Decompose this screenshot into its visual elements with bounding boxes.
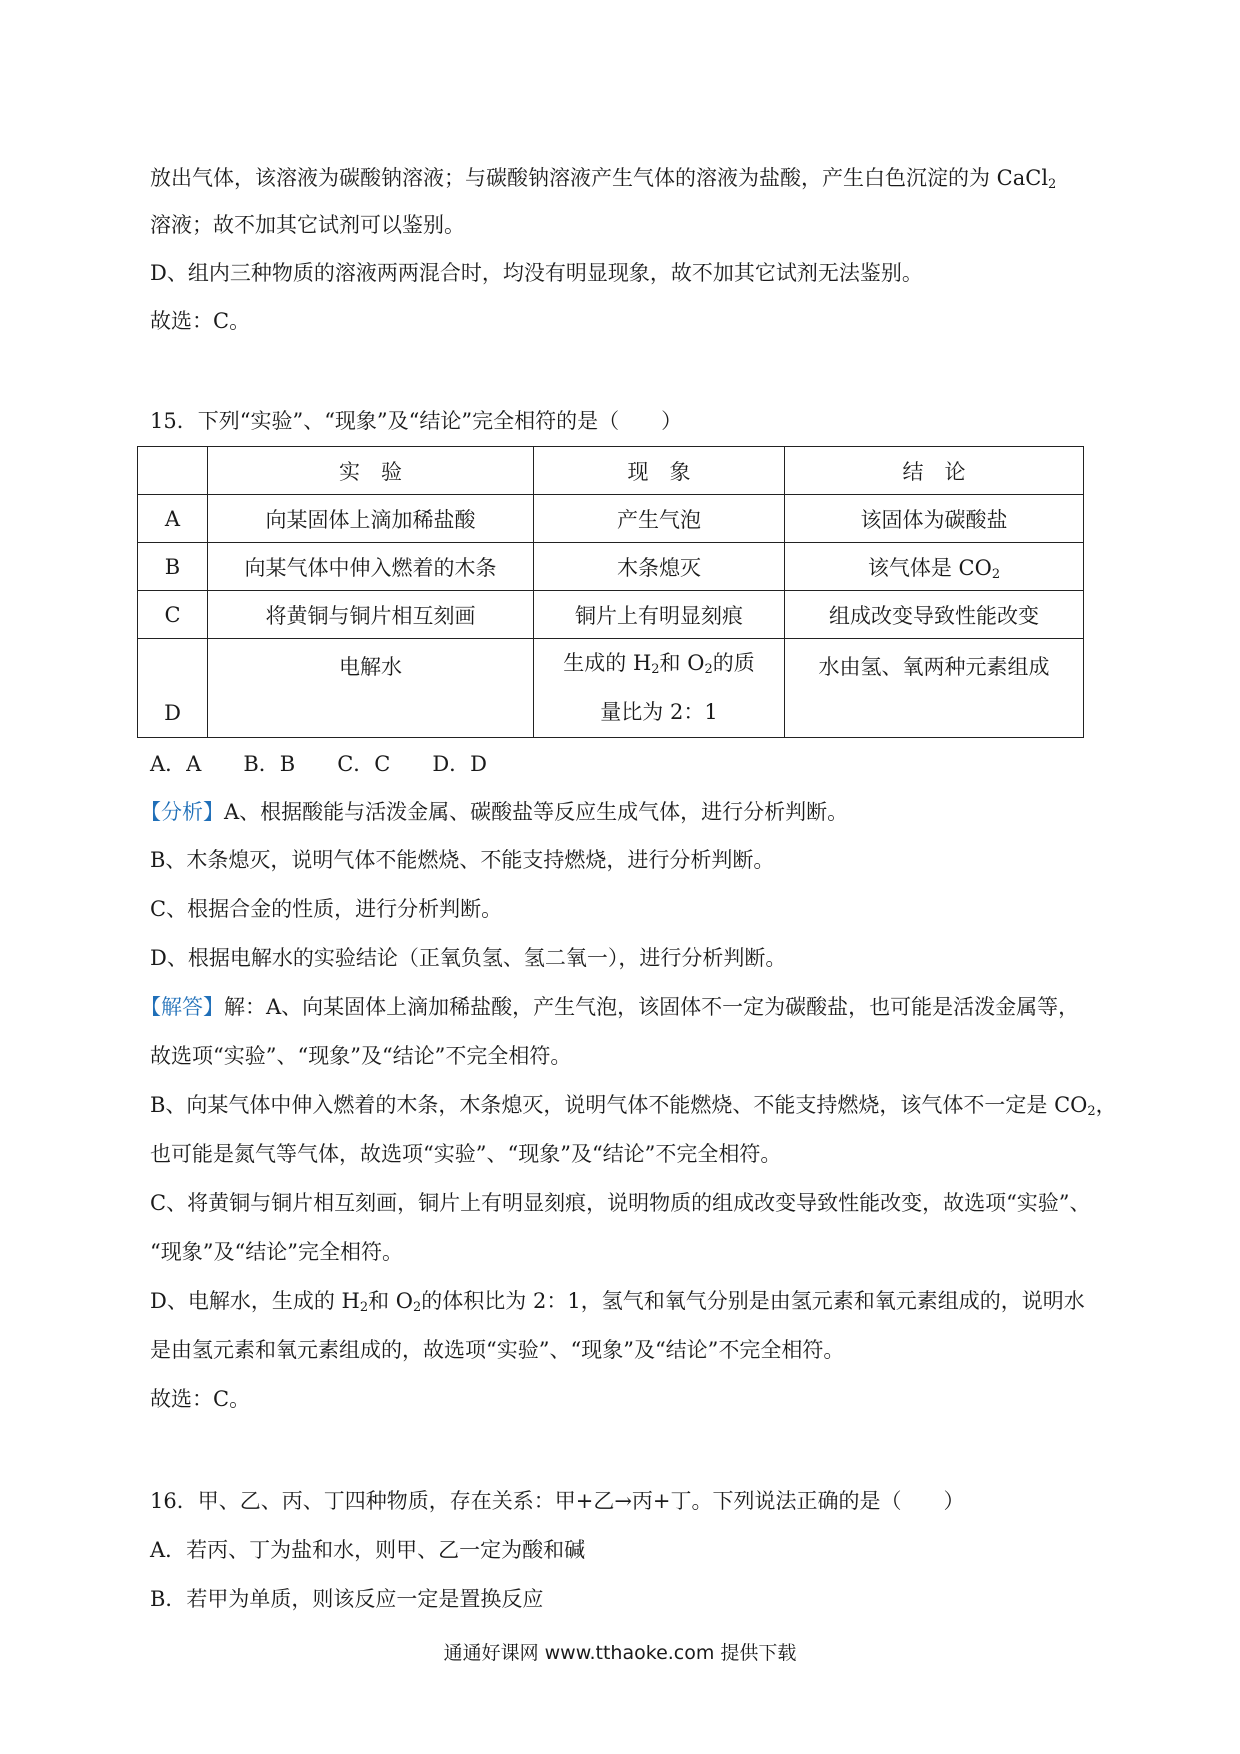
analysis-line: D、根据电解水的实验结论（正氧负氢、氢二氧一），进行分析判断。 [150,946,787,970]
table-cell: 水由氢、氧两种元素组成 [785,639,1084,738]
answer-line: 也可能是氮气等气体，故选项“实验”、“现象”及“结论”不完全相符。 [150,1142,782,1166]
answer-line: C、将黄铜与铜片相互刻画，铜片上有明显刻痕，说明物质的组成改变导致性能改变，故选项“实验”、 [150,1191,1091,1215]
table-cell: 组成改变导致性能改变 [785,591,1084,639]
table-cell: C [138,591,208,639]
question-15: 15．下列“实验”、“现象”及“结论”完全相符的是（ ） [150,409,683,433]
question-16: 16．甲、乙、丙、丁四种物质，存在关系：甲+乙→丙+丁。下列说法正确的是（ ） [150,1489,965,1513]
answer-line: 故选项“实验”、“现象”及“结论”不完全相符。 [150,1044,572,1068]
table-cell: 生成的 $H_2$和 $O_2$的质 量比为 2：1 [534,639,785,738]
answer-line: D、电解水，生成的 $H_2$和 $O_2$的体积比为 2：1，氢气和氧气分别是由氢元素和氧元素组成的，说明水 [150,1289,1085,1315]
table-cell: A [138,495,208,543]
table-cell: 铜片上有明显刻痕 [534,591,785,639]
analysis-line: C、根据合金的性质，进行分析判断。 [150,897,503,921]
answer-line: 【解答】解：A、向某固体上滴加稀盐酸，产生气泡，该固体不一定为碳酸盐，也可能是活泼金属等， [140,995,1080,1019]
answer-line: “现象”及“结论”完全相符。 [150,1240,403,1264]
analysis-line: B、木条熄灭，说明气体不能燃烧、不能支持燃烧，进行分析判断。 [150,848,775,872]
answer-tag: 【解答】 [140,995,224,1019]
table-cell: 产生气泡 [534,495,785,543]
table-header-cell: 现 象 [534,447,785,495]
table-row [138,543,1084,591]
answer-line: 故选：C。 [150,1387,251,1411]
answer-line: 是由氢元素和氧元素组成的，故选项“实验”、“现象”及“结论”不完全相符。 [150,1338,845,1362]
analysis-tag: 【分析】 [140,800,224,824]
text-line: 溶液；故不加其它试剂可以鉴别。 [150,213,465,237]
experiment-table [137,446,1084,738]
analysis-line: 【分析】A、根据酸能与活泼金属、碳酸盐等反应生成气体，进行分析判断。 [140,800,849,824]
table-cell: 电解水 [208,639,534,738]
table-cell: 向某固体上滴加稀盐酸 [208,495,534,543]
text-line: 故选：C。 [150,309,251,333]
answer-line: B、向某气体中伸入燃着的木条，木条熄灭，说明气体不能燃烧、不能支持燃烧，该气体不一定是 $CO_2$， [150,1093,1117,1119]
table-row [138,447,1084,495]
table-cell: D [138,639,208,738]
table-cell: 该固体为碳酸盐 [785,495,1084,543]
page-footer: 通通好课网 www.tthaoke.com 提供下载 [443,1642,797,1664]
table-header-cell: 实 验 [208,447,534,495]
text-line: 放出气体，该溶液为碳酸钠溶液；与碳酸钠溶液产生气体的溶液为盐酸，产生白色沉淀的为 CaCl$_2$ [150,166,1057,192]
table-cell: 向某气体中伸入燃着的木条 [208,543,534,591]
text-line: D、组内三种物质的溶液两两混合时，均没有明显现象，故不加其它试剂无法鉴别。 [150,261,923,285]
table-cell: 木条熄灭 [534,543,785,591]
table-header-cell: 结 论 [785,447,1084,495]
table-cell: 将黄铜与铜片相互刻画 [208,591,534,639]
table-cell: B [138,543,208,591]
answer-options: A．A B．B C．C D．D [150,752,488,776]
table-row [138,639,1084,738]
option-line: B．若甲为单质，则该反应一定是置换反应 [150,1587,544,1611]
table-cell: 该气体是 $CO_2$ [785,543,1084,591]
table-row [138,591,1084,639]
table-row [138,495,1084,543]
option-line: A．若丙、丁为盐和水，则甲、乙一定为酸和碱 [150,1538,586,1562]
